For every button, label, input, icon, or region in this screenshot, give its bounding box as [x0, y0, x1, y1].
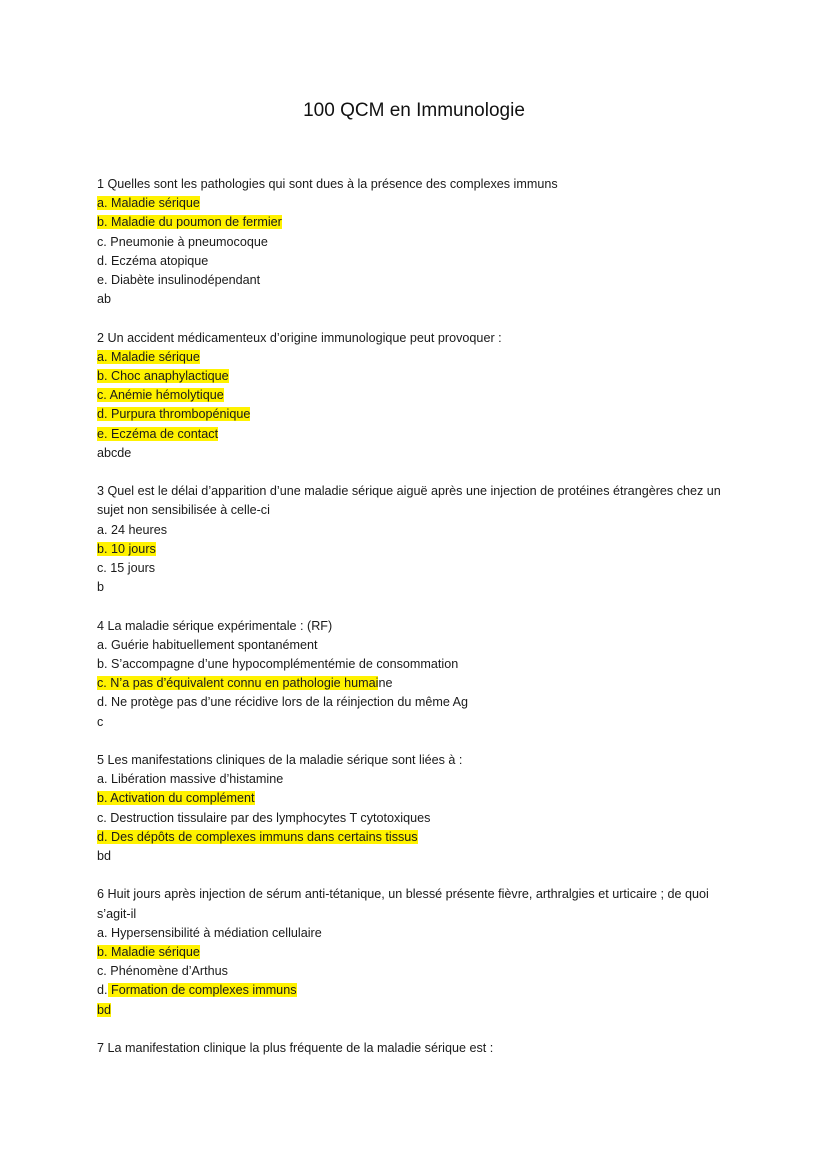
option [97, 425, 737, 444]
option: a. Hypersensibilité à médiation cellulaire [97, 925, 322, 940]
answer: bd [97, 849, 112, 864]
option: a. Libération massive d’histamine [97, 772, 284, 787]
question-text: 3 Quel est le délai d’apparition d’une maladie sérique aiguë après une injection de protéines étrangères chez un sujet non sensibilisée à celle-ci [97, 484, 721, 518]
question-text: 4 La maladie sérique expérimentale : (RF) [97, 618, 333, 633]
answer: b [97, 580, 105, 595]
option [97, 789, 737, 808]
option: c. 15 jours [97, 561, 156, 576]
question-text: 1 Quelles sont les pathologies qui sont dues à la présence des complexes immuns [97, 177, 558, 191]
highlighted-option-text: d. Purpura thrombopénique [97, 407, 251, 422]
option [97, 386, 737, 405]
highlighted-option-text: a. Maladie sérique [97, 196, 200, 211]
highlighted-answer: bd [97, 1002, 112, 1017]
question-4 [97, 617, 737, 732]
option [97, 981, 737, 1000]
option: c. Pneumonie à pneumocoque [97, 234, 268, 249]
option: c. Destruction tissulaire par des lymphocytes T cytotoxiques [97, 810, 431, 825]
option: b. S’accompagne d’une hypocomplémentémie de consommation [97, 657, 459, 672]
highlighted-option-text: e. Eczéma de contact [97, 426, 219, 441]
answer: abcde [97, 445, 132, 460]
highlighted-option-text: b. Activation du complément [97, 791, 255, 806]
option [97, 348, 737, 367]
option: e. Diabète insulinodépendant [97, 273, 261, 288]
question-5 [97, 751, 737, 866]
option-text-rest: ne [378, 676, 393, 691]
highlighted-option-text: d. Des dépôts de complexes immuns dans certains tissus [97, 829, 418, 844]
option: a. 24 heures [97, 522, 168, 537]
option: a. Guérie habituellement spontanément [97, 637, 318, 652]
question-7 [97, 1039, 737, 1058]
question-text: 7 La manifestation clinique la plus fréquente de la maladie sérique est : [97, 1041, 494, 1056]
question-text: 5 Les manifestations cliniques de la maladie sérique sont liées à : [97, 753, 463, 768]
question-6 [97, 885, 737, 1019]
qcm-list [97, 175, 737, 1077]
answer: ab [97, 292, 112, 307]
document-title: 100 QCM en Immunologie [303, 100, 525, 121]
question-2 [97, 329, 737, 463]
highlighted-option-text: a. Maladie sérique [97, 349, 200, 364]
highlighted-option-text: b. 10 jours [97, 541, 156, 556]
question-3 [97, 482, 737, 597]
answer: c [97, 714, 104, 729]
option: d. Ne protège pas d’une récidive lors de la réinjection du même Ag [97, 695, 469, 710]
option [97, 540, 737, 559]
highlighted-option-text: b. Choc anaphylactique [97, 369, 229, 384]
option [97, 828, 737, 847]
option [97, 213, 737, 232]
option [97, 943, 737, 962]
option [97, 674, 737, 693]
question-1 [97, 175, 737, 309]
option-prefix: d. [97, 983, 108, 998]
highlighted-option-text: b. Maladie sérique [97, 945, 200, 960]
option [97, 367, 737, 386]
question-text: 2 Un accident médicamenteux d’origine immunologique peut provoquer : [97, 330, 502, 345]
option: d. Eczéma atopique [97, 253, 209, 268]
highlighted-option-text: c. Anémie hémolytique [97, 388, 224, 403]
question-text: 6 Huit jours après injection de sérum anti-tétanique, un blessé présente fièvre, arthralgies et urticaire ; de quoi s’agit-il [97, 887, 709, 921]
highlighted-option-text: Formation de complexes immuns [107, 983, 297, 998]
highlighted-option-text: c. N’a pas d’équivalent connu en pathologie humai [97, 676, 379, 691]
option [97, 405, 737, 424]
answer [97, 1001, 737, 1020]
highlighted-option-text: b. Maladie du poumon de fermier [97, 215, 282, 230]
option: c. Phénomène d’Arthus [97, 964, 228, 979]
option [97, 194, 737, 213]
